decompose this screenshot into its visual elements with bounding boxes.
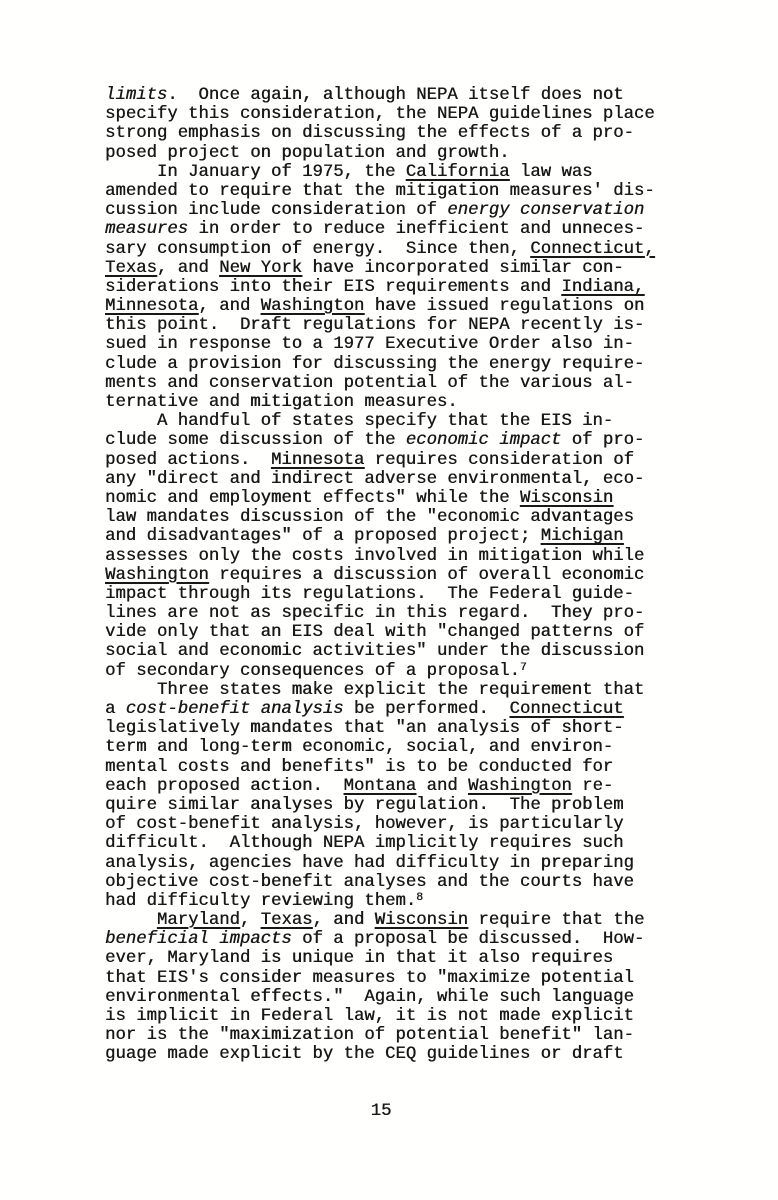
text-line <box>105 451 671 470</box>
text-line <box>105 278 671 297</box>
text-line <box>105 240 671 259</box>
text-line <box>105 220 671 239</box>
text-segment: quire similar analyses by regulation. The problem <box>105 795 624 815</box>
text-segment: and disadvantages" of a proposed project; <box>105 527 541 547</box>
text-segment: Maryland <box>156 911 240 931</box>
text-block <box>105 86 671 1065</box>
text-segment: Texas <box>260 911 313 931</box>
text-segment: difficult. Although NEPA implicitly requires such <box>105 834 624 854</box>
text-segment: siderations into their EIS requirements and <box>105 277 562 297</box>
text-line <box>105 335 671 354</box>
text-line <box>105 854 671 873</box>
text-segment: of cost-benefit analysis, however, is particularly <box>105 815 624 835</box>
text-line <box>105 566 671 585</box>
text-segment: lines are not as specific in this regard. They pro- <box>105 604 645 624</box>
text-segment: social and economic activities" under the discussion <box>105 642 645 662</box>
text-segment: Washington <box>105 565 209 585</box>
text-segment <box>105 911 157 930</box>
text-segment: assesses only the costs involved in mitigation while <box>105 546 645 566</box>
text-line <box>105 412 671 431</box>
text-line <box>105 700 671 719</box>
text-line <box>105 738 671 757</box>
text-segment: vide only that an EIS deal with "changed patterns of <box>105 623 645 643</box>
text-segment: require that the <box>468 911 645 931</box>
text-line <box>105 873 671 892</box>
text-segment: . Once again, although NEPA itself does not <box>167 86 624 105</box>
text-segment: law mandates discussion of the "economic advantages <box>105 508 634 528</box>
text-segment: economic impact <box>405 431 562 451</box>
text-line <box>105 316 671 335</box>
text-segment: strong emphasis on discussing the effects of a pro- <box>105 124 634 144</box>
text-line <box>105 815 671 834</box>
text-line <box>105 969 671 988</box>
text-segment: Three states make explicit the requirement that <box>105 680 645 700</box>
text-segment: New York <box>219 258 303 278</box>
text-segment: Montana <box>343 776 417 796</box>
text-segment: ments and conservation potential of the various al- <box>105 373 634 393</box>
text-segment: Michigan <box>540 527 624 547</box>
text-line <box>105 604 671 623</box>
text-segment: In January of 1975, the <box>105 162 406 182</box>
text-line <box>105 547 671 566</box>
text-line <box>105 297 671 316</box>
text-segment: ever, Maryland is unique in that it also requires <box>105 949 614 969</box>
text-segment: Connecticut, <box>530 239 655 259</box>
text-segment: posed actions. <box>105 450 271 470</box>
page-number: 15 <box>370 1102 392 1121</box>
text-segment: requires consideration of <box>364 450 634 470</box>
text-segment: of pro- <box>561 431 645 451</box>
text-segment: Connecticut <box>509 700 624 719</box>
text-segment: cost-benefit analysis <box>125 700 344 719</box>
text-line <box>105 892 671 911</box>
text-segment: , and <box>198 297 261 317</box>
text-line <box>105 86 671 105</box>
text-segment: Wisconsin <box>519 488 614 508</box>
text-line <box>105 930 671 949</box>
text-line <box>105 431 671 450</box>
text-segment: this point. Draft regulations for NEPA recently is- <box>105 316 645 336</box>
text-line <box>105 662 671 681</box>
text-segment: , <box>239 911 261 931</box>
text-line <box>105 1026 671 1045</box>
text-segment: be performed. <box>343 700 510 719</box>
text-segment: A handful of states specify that the EIS in- <box>105 412 614 432</box>
text-segment: re- <box>571 776 614 796</box>
text-segment: 8 <box>416 891 423 904</box>
text-segment: had difficulty reviewing them. <box>105 891 417 911</box>
text-segment: clude a provision for discussing the energy require- <box>105 354 645 374</box>
text-segment: environmental effects." Again, while such language <box>105 987 634 1007</box>
text-segment: in order to reduce inefficient and unneces- <box>187 220 645 240</box>
text-line <box>105 1045 671 1064</box>
text-line <box>105 201 671 220</box>
text-segment: is implicit in Federal law, it is not made explicit <box>105 1007 634 1026</box>
text-segment: have incorporated similar con- <box>302 258 624 278</box>
text-segment: impact through its regulations. The Federal guide- <box>105 584 634 604</box>
text-segment: each proposed action. <box>105 776 344 796</box>
text-line <box>105 182 671 201</box>
text-segment: legislatively mandates that "an analysis of short- <box>105 719 624 739</box>
text-segment: ternative and mitigation measures. <box>105 393 458 412</box>
text-line <box>105 470 671 489</box>
text-line <box>105 949 671 968</box>
text-line <box>105 163 671 182</box>
text-segment: of a proposal be discussed. How- <box>291 930 645 950</box>
text-segment: that EIS's consider measures to "maximize potential <box>105 968 634 988</box>
text-line <box>105 374 671 393</box>
text-segment: Minnesota <box>105 297 199 317</box>
text-segment: cussion include consideration of <box>105 201 448 221</box>
text-line <box>105 585 671 604</box>
text-segment: clude some discussion of the <box>105 431 406 451</box>
text-segment: beneficial impacts <box>105 930 292 950</box>
text-segment: measures <box>105 220 188 240</box>
text-segment: posed project on population and growth. <box>105 143 510 163</box>
text-segment: amended to require that the mitigation measures' dis- <box>105 181 655 201</box>
text-segment: have issued regulations on <box>364 297 645 317</box>
text-segment: analysis, agencies have had difficulty in preparing <box>105 853 634 873</box>
text-line <box>105 911 671 930</box>
text-segment: 7 <box>519 661 527 674</box>
text-segment: Minnesota <box>270 450 365 470</box>
text-line <box>105 681 671 700</box>
text-line <box>105 642 671 661</box>
text-line <box>105 508 671 527</box>
text-segment: sued in response to a 1977 Executive Order also in- <box>105 335 634 355</box>
text-line <box>105 777 671 796</box>
text-segment: guage made explicit by the CEQ guidelines or draft <box>105 1045 624 1065</box>
text-segment: and <box>416 776 468 796</box>
text-line <box>105 719 671 738</box>
text-segment: nomic and employment effects" while the <box>105 488 520 508</box>
text-line <box>105 796 671 815</box>
text-line <box>105 988 671 1007</box>
text-segment: limits <box>105 86 168 105</box>
text-line <box>105 834 671 853</box>
text-line <box>105 355 671 374</box>
text-segment: mental costs and benefits" is to be conducted for <box>105 757 614 777</box>
text-segment: Indiana, <box>561 277 645 297</box>
text-segment: objective cost-benefit analyses and the courts have <box>105 872 634 892</box>
text-line <box>105 124 671 143</box>
text-segment: nor is the "maximization of potential benefit" lan- <box>105 1026 634 1046</box>
text-segment: Texas <box>105 258 157 278</box>
text-segment: energy conservation <box>447 201 645 221</box>
text-line <box>105 758 671 777</box>
text-segment: , and <box>156 258 220 278</box>
text-line <box>105 1007 671 1026</box>
text-segment: requires a discussion of overall economic <box>208 565 645 585</box>
text-segment: Wisconsin <box>374 911 469 931</box>
text-line <box>105 623 671 642</box>
text-line <box>105 105 671 124</box>
text-line <box>105 527 671 546</box>
text-line <box>105 144 671 163</box>
text-segment: Washington <box>260 297 365 317</box>
text-segment: Washington <box>467 776 572 796</box>
text-segment: law was <box>509 162 593 182</box>
text-segment: of secondary consequences of a proposal. <box>105 661 520 681</box>
text-segment: , and <box>312 911 375 931</box>
text-segment: any "direct and indirect adverse environmental, eco- <box>105 469 645 489</box>
text-line <box>105 259 671 278</box>
text-line <box>105 489 671 508</box>
text-segment: California <box>405 162 510 182</box>
text-segment: sary consumption of energy. Since then, <box>105 239 531 259</box>
text-segment: specify this consideration, the NEPA guidelines place <box>105 105 655 125</box>
text-segment: a <box>105 700 126 719</box>
text-segment: term and long-term economic, social, and environ- <box>105 738 614 758</box>
text-line <box>105 393 671 412</box>
